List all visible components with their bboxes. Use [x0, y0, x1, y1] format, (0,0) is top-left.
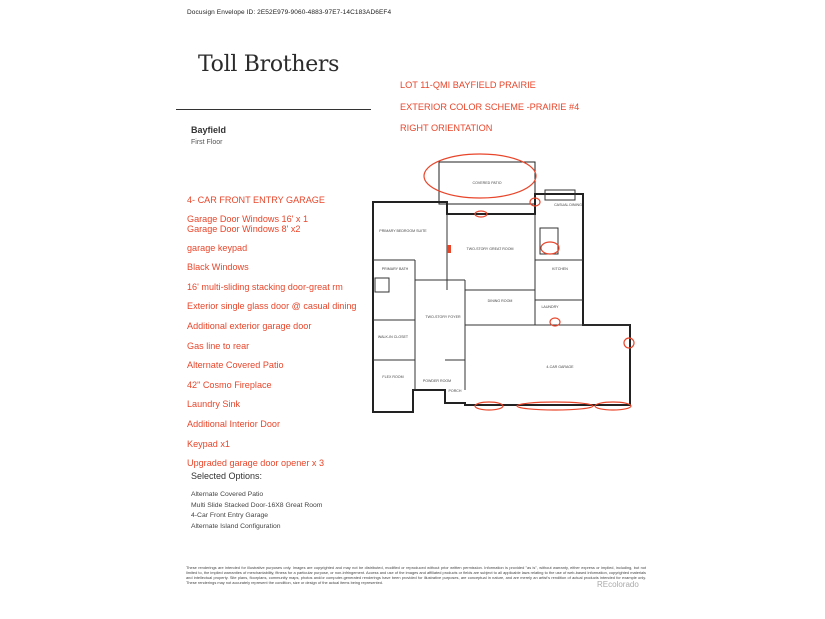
watermark: REcolorado — [597, 580, 639, 589]
option-item: 42" Cosmo Fireplace — [187, 379, 272, 390]
options-list — [187, 194, 356, 477]
label-primary-suite: PRIMARY BEDROOM SUITE — [379, 229, 427, 233]
label-covered-patio: COVERED PATIO — [472, 181, 502, 185]
selected-option: Alternate Covered Patio — [191, 491, 264, 498]
plan-name: Bayfield — [191, 125, 227, 135]
option-item: Alternate Covered Patio — [187, 360, 284, 371]
plan-floor: First Floor — [191, 139, 223, 146]
markup-circle-patio — [424, 154, 536, 198]
lot-line: EXTERIOR COLOR SCHEME -PRAIRIE #4 — [400, 101, 580, 112]
markup-circle — [541, 242, 559, 254]
option-item: Gas line to rear — [187, 340, 250, 351]
option-item: 4- CAR FRONT ENTRY GARAGE — [187, 195, 325, 205]
floorplan-drawing — [355, 150, 645, 420]
option-item: Additional exterior garage door — [187, 320, 312, 331]
selected-option: 4-Car Front Entry Garage — [191, 512, 269, 519]
option-item: Laundry Sink — [187, 399, 241, 410]
label-casual-dining: CASUAL DINING — [554, 203, 582, 207]
option-item: Keypad x1 — [187, 438, 230, 449]
lot-info — [400, 75, 579, 140]
option-item: garage keypad — [187, 242, 248, 253]
selected-options-list — [191, 490, 322, 532]
label-laundry: LAUNDRY — [541, 305, 559, 309]
option-item: Exterior single glass door @ casual dining — [187, 301, 357, 312]
label-great-room: TWO-STORY GREAT ROOM — [466, 247, 514, 251]
option-item: 16' multi-sliding stacking door-great rm — [187, 281, 343, 292]
selected-option: Multi Slide Stacked Door-16X8 Great Room — [191, 501, 323, 509]
label-garage: 4-CAR GARAGE — [546, 365, 574, 369]
selected-option: Alternate Island Configuration — [191, 522, 281, 530]
label-kitchen: KITCHEN — [552, 267, 568, 271]
label-foyer: TWO-STORY FOYER — [425, 315, 461, 319]
selected-options-title: Selected Options: — [191, 471, 263, 481]
option-item: Additional Interior Door — [187, 418, 281, 429]
lot-line: RIGHT ORIENTATION — [400, 123, 493, 133]
brand-logo: Toll Brothers — [198, 52, 340, 77]
option-item: Black Windows — [187, 262, 249, 273]
exterior-wall — [373, 194, 630, 412]
label-powder-room: POWDER ROOM — [422, 379, 452, 383]
option-item: Upgraded garage door opener x 3 — [187, 458, 325, 469]
label-walkin-closet: WALK-IN CLOSET — [377, 335, 409, 339]
label-dining-room: DINING ROOM — [487, 299, 513, 303]
divider — [176, 109, 371, 110]
disclaimer-text: These renderings are intended for illustrative purposes only. Images are copyrighted and may not be distributed, modified or reproduced without prior written permission. Information is provided "as is", without warranty, either express or implied, including, but not limited to, the implied warranties of merchantability, fitness for a particular purpose, or non-infringement. Access and use of the images and affiliated products or fields are subject to all applicable laws relating to the use of web-based information, copyrighted materials and intellectual property. Site plans, floorplans, community maps, photos and/or computer-generated renderings have been provided for illustrative purposes, are conceptual in nature, and are merely an artist's rendition of actual products intended for example only. These renderings may not accurately represent the condition, size or design of the actual items being represented. — [186, 565, 646, 585]
lot-line: LOT 11-QMI BAYFIELD PRAIRIE — [400, 80, 536, 90]
envelope-id: Docusign Envelope ID: 2E52E979-9060-4883-97E7-14C183AD6EF4 — [187, 9, 392, 16]
fireplace-marker — [447, 245, 451, 253]
label-flex-room: FLEX ROOM — [382, 375, 404, 379]
label-primary-bath: PRIMARY BATH — [381, 267, 409, 271]
option-item: Garage Door Windows 16' x 1 Garage Door Windows 8' x2 — [187, 213, 309, 234]
label-porch: PORCH — [448, 389, 462, 393]
